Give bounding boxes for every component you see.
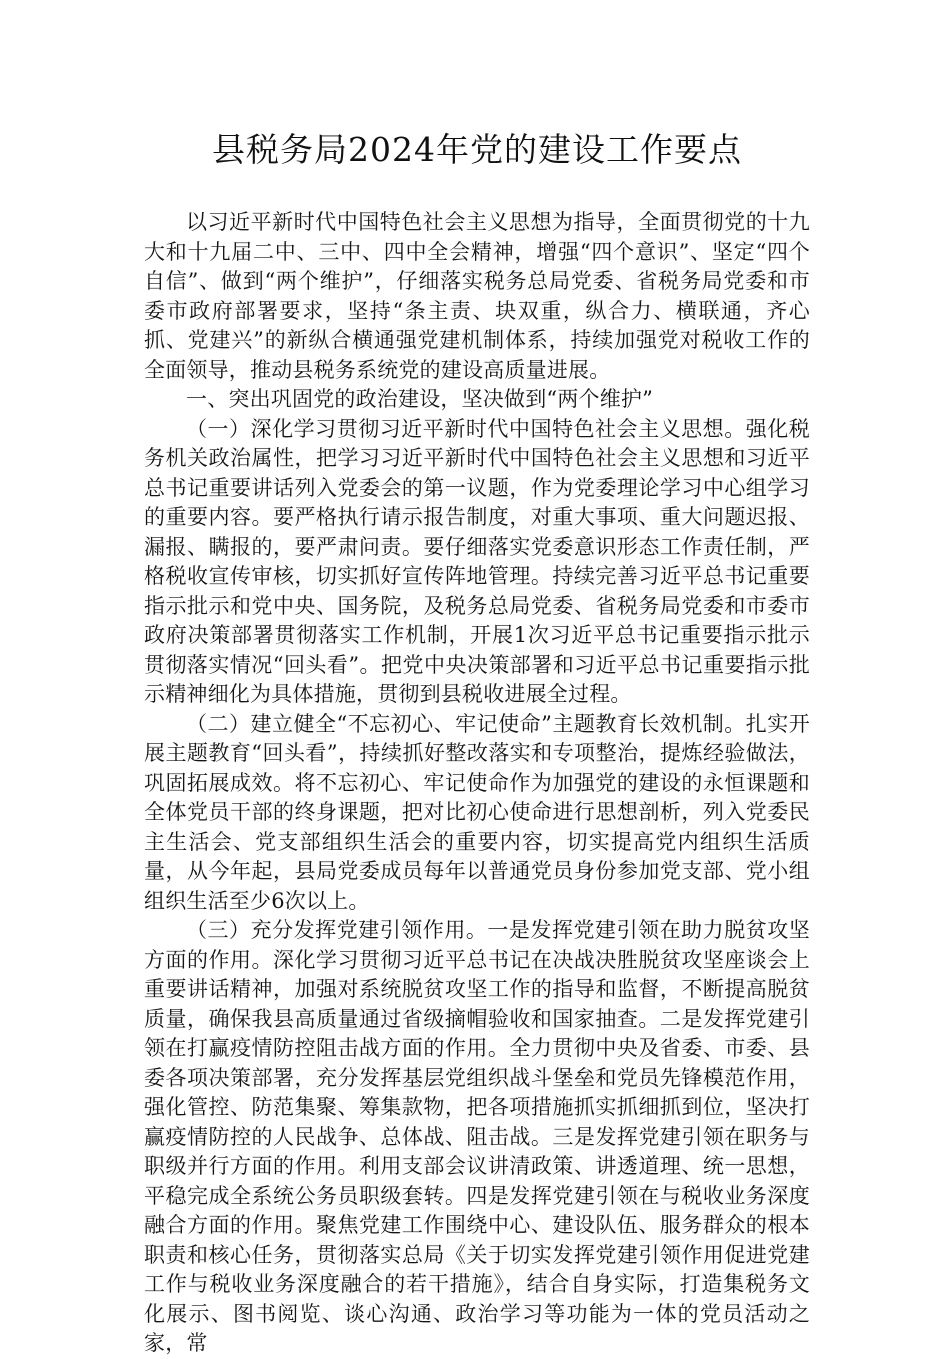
section-heading-1: 一、突出巩固党的政治建设，坚决做到“两个维护” — [186, 387, 654, 411]
document-body — [144, 208, 810, 1359]
subsection-paragraph-1: （一）深化学习贯彻习近平新时代中国特色社会主义思想。强化税务机关政治属性，把学习习近平新时代中国特色社会主义思想和习近平总书记重要讲话列入党委会的第一议题，作为党委理论学习中心组学习的重要内容。要严格执行请示报告制度，对重大事项、重大问题迟报、漏报、瞒报的，要严肃问责。要仔细落实党委意识形态工作责任制，严格税收宣传审核，切实抓好宣传阵地管理。持续完善习近平总书记重要指示批示和党中央、国务院，及税务总局党委、省税务局党委和市委市政府决策部署贯彻落实工作机制，开展1次习近平总书记重要指示批示贯彻落实情况“回头看”。把党中央决策部署和习近平总书记重要指示批示精神细化为具体措施，贯彻到县税收进展全过程。 — [144, 416, 810, 706]
document-title: 县税务局2024年党的建设工作要点 — [212, 130, 742, 169]
intro-paragraph: 以习近平新时代中国特色社会主义思想为指导，全面贯彻党的十九大和十九届二中、三中、四中全会精神，增强“四个意识”、坚定“四个自信”、做到“两个维护”，仔细落实税务总局党委、省税务局党委和市委市政府部署要求，坚持“条主责、块双重，纵合力、横联通，齐心抓、党建兴”的新纵合横通强党建机制体系，持续加强党对税收工作的全面领导，推动县税务系统党的建设高质量进展。 — [144, 210, 810, 382]
subsection-paragraph-3: （三）充分发挥党建引领作用。一是发挥党建引领在助力脱贫攻坚方面的作用。深化学习贯彻习近平总书记在决战决胜脱贫攻坚座谈会上重要讲话精神，加强对系统脱贫攻坚工作的指导和监督，不断提高脱贫质量，确保我县高质量通过省级摘帽验收和国家抽查。二是发挥党建引领在打赢疫情防控阻击战方面的作用。全力贯彻中央及省委、市委、县委各项决策部署，充分发挥基层党组织战斗堡垒和党员先锋模范作用，强化管控、防范集聚、筹集款物，把各项措施抓实抓细抓到位，坚决打赢疫情防控的人民战争、总体战、阻击战。三是发挥党建引领在职务与职级并行方面的作用。利用支部会议讲清政策、讲透道理、统一思想，平稳完成全系统公务员职级套转。四是发挥党建引领在与税收业务深度融合方面的作用。聚焦党建工作围绕中心、建设队伍、服务群众的根本职责和核心任务，贯彻落实总局《关于切实发挥党建引领作用促进党建工作与税收业务深度融合的若干措施》，结合自身实际，打造集税务文化展示、图书阅览、谈心沟通、政治学习等功能为一体的党员活动之家，常 — [144, 918, 810, 1355]
subsection-paragraph-2: （二）建立健全“不忘初心、牢记使命”主题教育长效机制。扎实开展主题教育“回头看”，持续抓好整改落实和专项整治，提炼经验做法，巩固拓展成效。将不忘初心、牢记使命作为加强党的建设的永恒课题和全体党员干部的终身课题，把对比初心使命进行思想剖析，列入党委民主生活会、党支部组织生活会的重要内容，切实提高党内组织生活质量，从今年起，县局党委成员每年以普通党员身份参加党支部、党小组组织生活至少6次以上。 — [144, 711, 810, 913]
